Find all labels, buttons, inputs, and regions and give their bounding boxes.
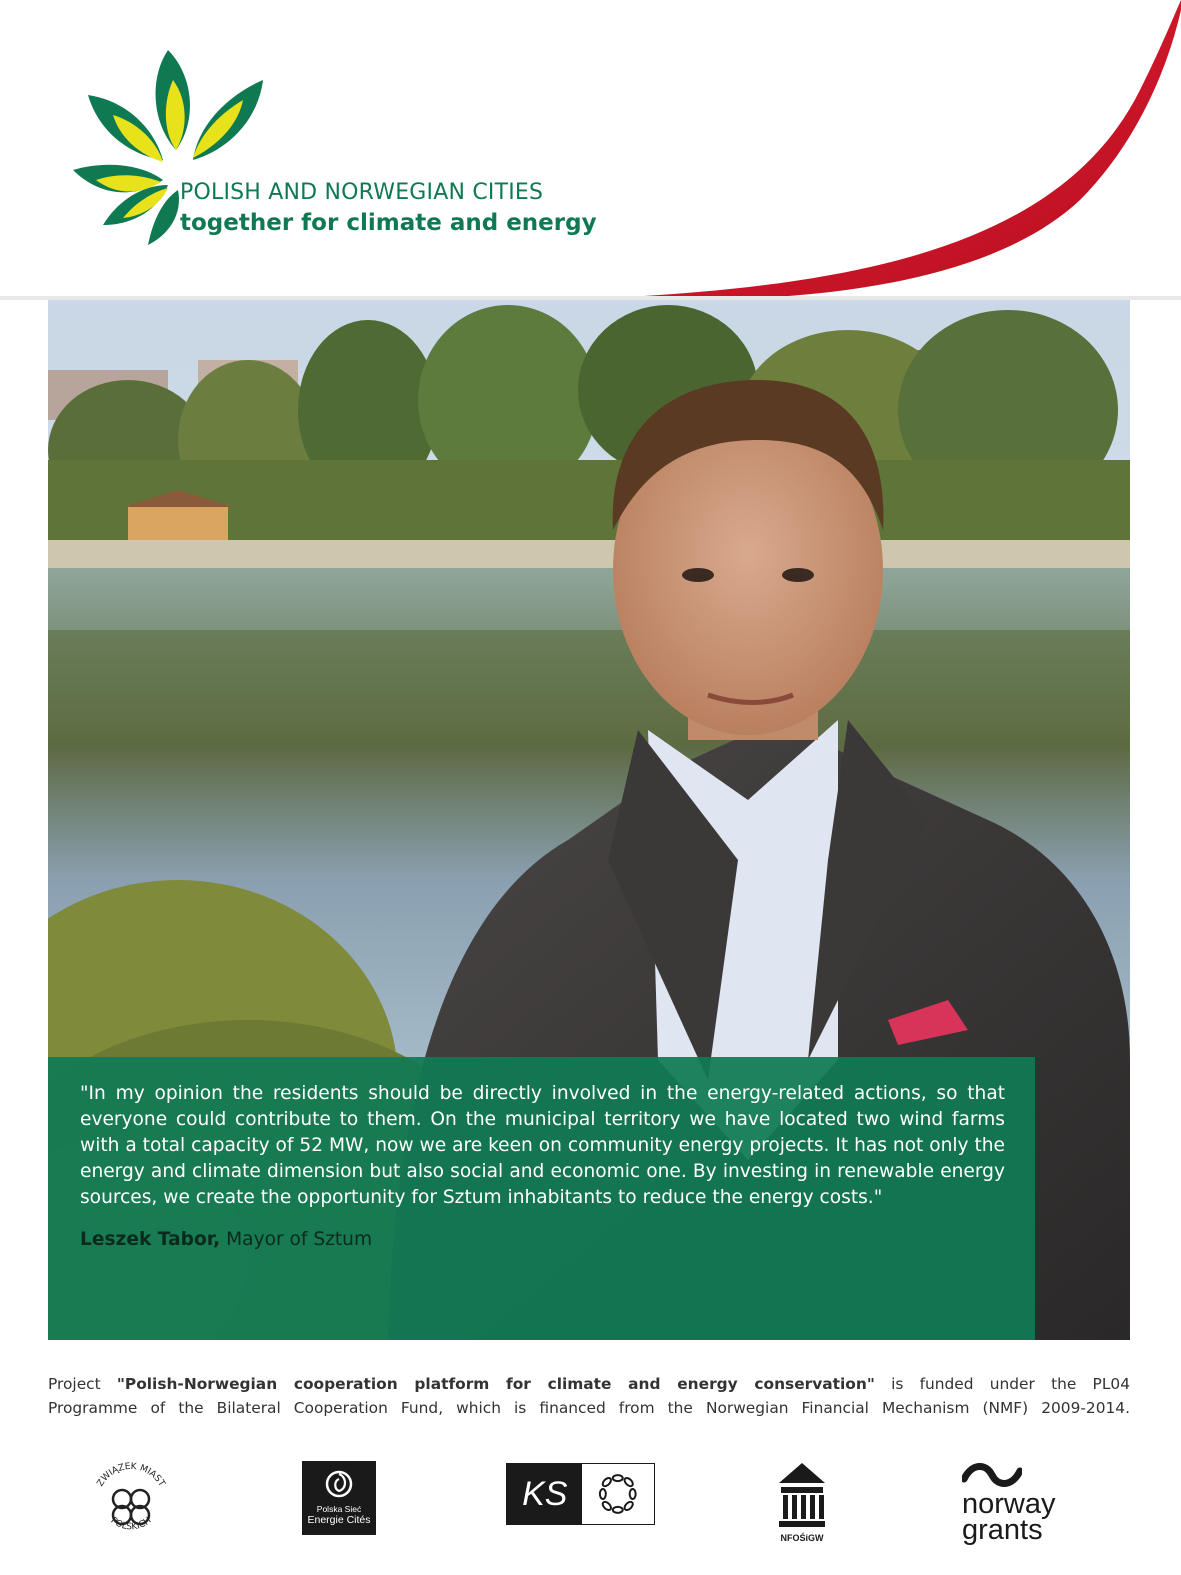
svg-text:ZWIĄZEK MIAST [96,1462,167,1489]
funding-suffix: is funded under the PL04 [874,1375,1130,1393]
chain-ring-icon [582,1464,654,1524]
funding-line-2: Programme of the Bilateral Cooperation Fund, which is financed from the Norwegian Financial Mechanism (NMF) 2009-2014. [48,1399,1130,1417]
project-name: "Polish-Norwegian cooperation platform for climate and energy conservation" [116,1375,875,1393]
logo-subtitle: together for climate and energy [180,210,597,236]
pnec-line-2: Energie Cités [307,1514,371,1526]
building-tree-icon [775,1459,829,1529]
pnec-line-1: Polska Sieć [316,1504,362,1514]
nfosigw-text: NFOŚiGW [780,1533,824,1543]
pnec-logo [302,1461,376,1535]
quote-text: "In my opinion the residents should be directly involved in the energy-related actions, so that everyone could contribute to them. On the municipal territory we have located two wind farms with a total capacity of 52 MW, now we are keen on community energy projects. It has not only the energy and climate dimension but also social and economic one. By investing in renewable energy sources, we create the opportunity for Sztum inhabitants to reduce the energy costs." [80,1083,1005,1208]
logo-title: POLISH AND NORWEGIAN CITIES [180,180,544,205]
nfosigw-logo [775,1459,829,1549]
grants-text: grants [962,1514,1043,1546]
zmp-top-text: ZWIĄZEK MIAST [95,1461,167,1489]
quote-box [48,1057,1035,1340]
funding-line-1 [48,1372,1130,1396]
norway-grants-logo [962,1461,1082,1551]
norway-wave-icon [962,1461,1022,1489]
swirl-icon [322,1469,356,1499]
zmp-bottom-text: POLSKICH [108,1515,154,1533]
funding-statement [48,1372,1130,1420]
zmp-logo-icon [86,1457,176,1547]
partner-logos [0,1455,1181,1575]
author-name: Leszek Tabor, [80,1229,221,1250]
funding-prefix: Project [48,1375,117,1393]
ks-logo [506,1463,655,1525]
header [0,0,1181,300]
author-role: Mayor of Sztum [220,1229,373,1250]
norway-text: norway [962,1488,1056,1520]
ks-text: KS [507,1464,582,1524]
quote-author [80,1229,1005,1250]
